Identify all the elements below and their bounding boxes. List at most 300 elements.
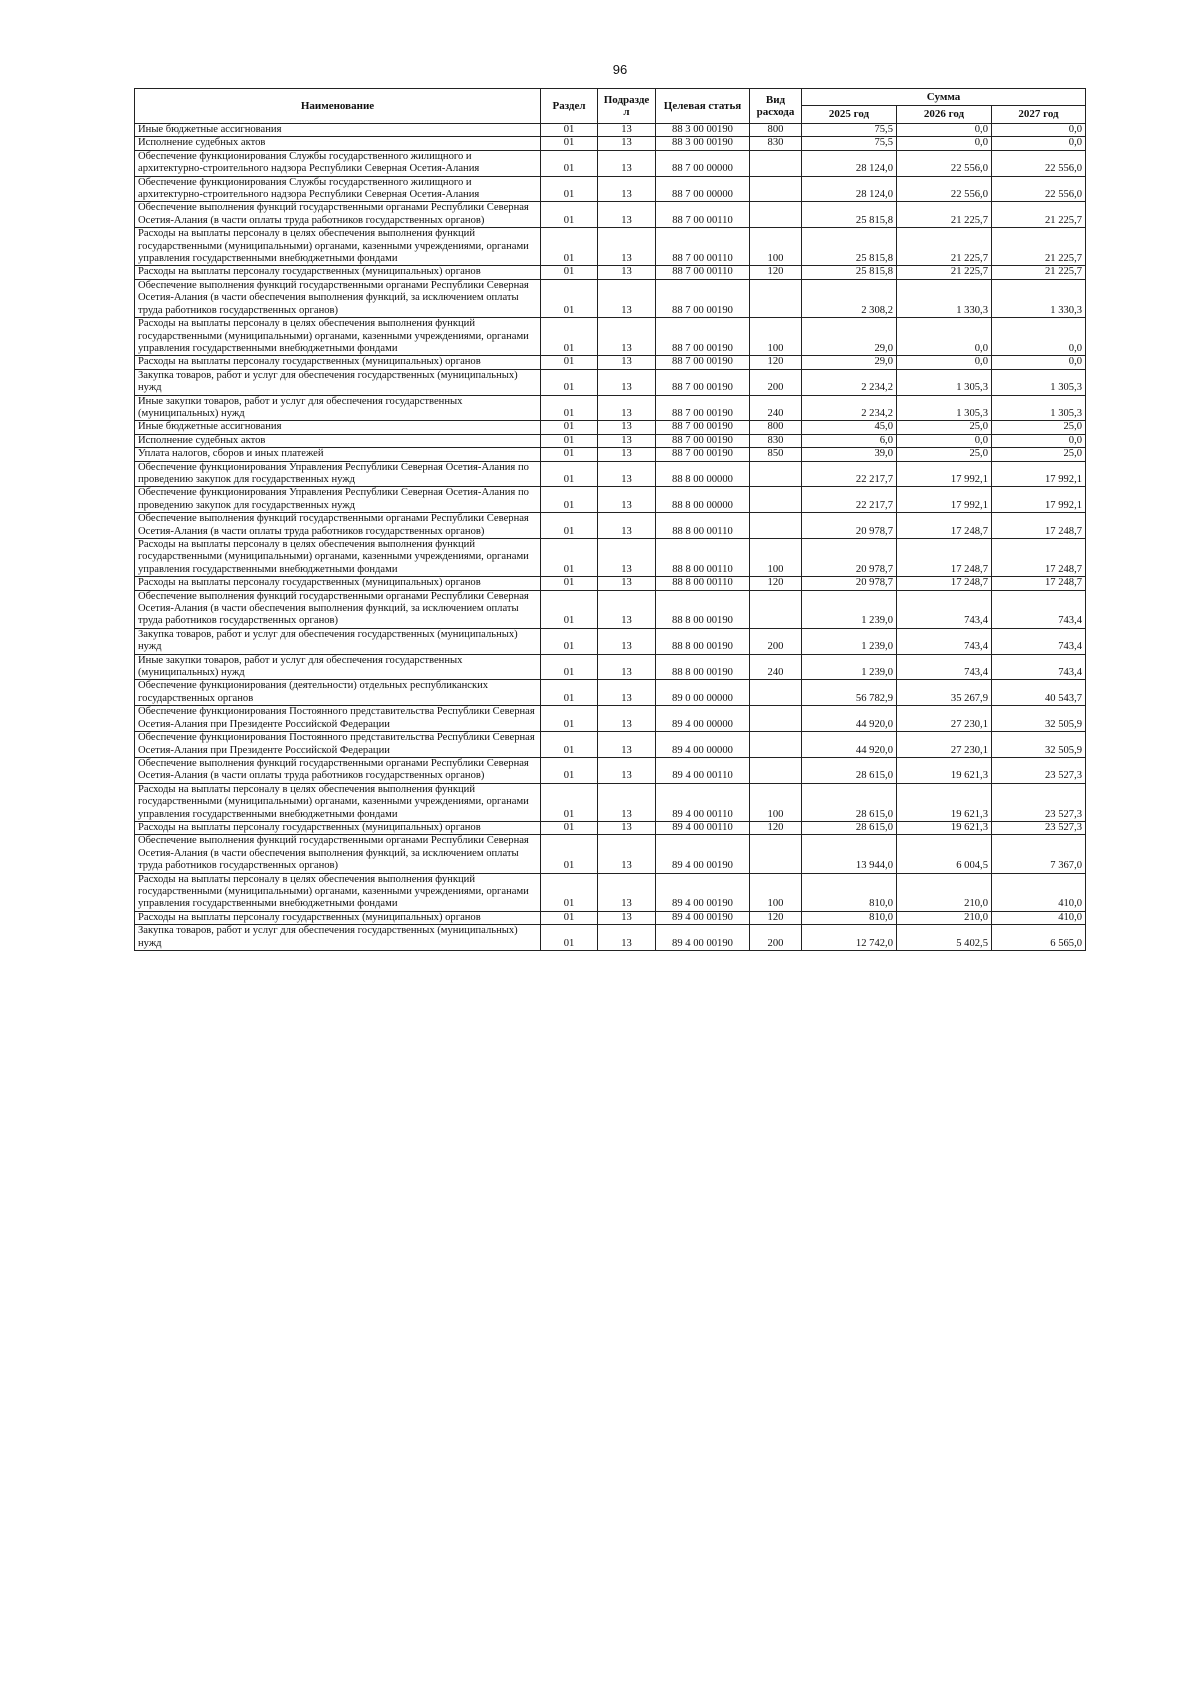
- cell-expense-kind: 120: [750, 821, 802, 834]
- cell-sum-2027: 17 248,7: [992, 539, 1086, 577]
- cell-name: Расходы на выплаты персоналу государственных (муниципальных) органов: [135, 577, 541, 590]
- cell-subsection: 13: [598, 487, 656, 513]
- cell-sum-2025: 20 978,7: [802, 513, 897, 539]
- cell-sum-2027: 23 527,3: [992, 783, 1086, 821]
- cell-sum-2026: 17 248,7: [897, 513, 992, 539]
- cell-target-article: 88 7 00 00190: [656, 448, 750, 461]
- cell-sum-2027: 17 248,7: [992, 513, 1086, 539]
- cell-sum-2026: 21 225,7: [897, 228, 992, 266]
- cell-expense-kind: 120: [750, 577, 802, 590]
- table-row: [135, 202, 1086, 228]
- cell-sum-2027: 1 305,3: [992, 369, 1086, 395]
- table-row: [135, 706, 1086, 732]
- cell-sum-2026: 0,0: [897, 356, 992, 369]
- cell-expense-kind: 800: [750, 124, 802, 137]
- cell-sum-2025: 6,0: [802, 434, 897, 447]
- cell-subsection: 13: [598, 821, 656, 834]
- cell-expense-kind: [750, 513, 802, 539]
- cell-subsection: 13: [598, 539, 656, 577]
- cell-subsection: 13: [598, 448, 656, 461]
- cell-section: 01: [541, 628, 598, 654]
- header-section: Раздел: [541, 89, 598, 124]
- cell-sum-2026: 743,4: [897, 590, 992, 628]
- cell-sum-2027: 17 248,7: [992, 577, 1086, 590]
- table-row: [135, 590, 1086, 628]
- cell-name: Обеспечение функционирования Службы государственного жилищного и архитектурно-строительного надзора Республики Северная Осетия-Алания: [135, 176, 541, 202]
- cell-subsection: 13: [598, 873, 656, 911]
- cell-sum-2026: 1 305,3: [897, 395, 992, 421]
- cell-name: Иные бюджетные ассигнования: [135, 421, 541, 434]
- cell-name: Расходы на выплаты персоналу в целях обеспечения выполнения функций государственными (муниципальными) органами, казенными учреждениями, органами управления государственными внебюджетными фондами: [135, 873, 541, 911]
- cell-sum-2025: 22 217,7: [802, 487, 897, 513]
- cell-subsection: 13: [598, 925, 656, 951]
- cell-target-article: 88 3 00 00190: [656, 124, 750, 137]
- cell-target-article: 88 7 00 00190: [656, 369, 750, 395]
- cell-sum-2027: 21 225,7: [992, 228, 1086, 266]
- table-row: [135, 150, 1086, 176]
- cell-section: 01: [541, 590, 598, 628]
- table-row: [135, 925, 1086, 951]
- cell-section: 01: [541, 137, 598, 150]
- cell-target-article: 88 3 00 00190: [656, 137, 750, 150]
- cell-section: 01: [541, 680, 598, 706]
- cell-name: Обеспечение выполнения функций государственными органами Республики Северная Осетия-Алания (в части оплаты труда работников государственных органов): [135, 513, 541, 539]
- cell-name: Иные бюджетные ассигнования: [135, 124, 541, 137]
- cell-expense-kind: [750, 706, 802, 732]
- cell-expense-kind: 240: [750, 654, 802, 680]
- cell-target-article: 88 7 00 00110: [656, 228, 750, 266]
- cell-subsection: 13: [598, 577, 656, 590]
- cell-expense-kind: 120: [750, 266, 802, 279]
- cell-sum-2026: 17 248,7: [897, 577, 992, 590]
- cell-expense-kind: [750, 176, 802, 202]
- cell-sum-2025: 75,5: [802, 124, 897, 137]
- table-row: [135, 873, 1086, 911]
- cell-section: 01: [541, 539, 598, 577]
- cell-sum-2027: 1 305,3: [992, 395, 1086, 421]
- cell-sum-2025: 2 308,2: [802, 279, 897, 317]
- cell-subsection: 13: [598, 732, 656, 758]
- table-row: [135, 176, 1086, 202]
- cell-section: 01: [541, 513, 598, 539]
- cell-target-article: 88 8 00 00000: [656, 487, 750, 513]
- cell-target-article: 89 4 00 00110: [656, 821, 750, 834]
- cell-sum-2027: 17 992,1: [992, 461, 1086, 487]
- cell-sum-2025: 29,0: [802, 318, 897, 356]
- cell-sum-2025: 39,0: [802, 448, 897, 461]
- table-row: [135, 654, 1086, 680]
- cell-sum-2025: 28 124,0: [802, 150, 897, 176]
- cell-subsection: 13: [598, 911, 656, 924]
- cell-name: Обеспечение функционирования Управления Республики Северная Осетия-Алания по проведению закупок для государственных нужд: [135, 487, 541, 513]
- cell-section: 01: [541, 369, 598, 395]
- cell-section: 01: [541, 176, 598, 202]
- cell-expense-kind: [750, 279, 802, 317]
- cell-section: 01: [541, 757, 598, 783]
- cell-section: 01: [541, 487, 598, 513]
- cell-sum-2025: 25 815,8: [802, 202, 897, 228]
- cell-subsection: 13: [598, 176, 656, 202]
- cell-name: Закупка товаров, работ и услуг для обеспечения государственных (муниципальных) нужд: [135, 369, 541, 395]
- cell-name: Исполнение судебных актов: [135, 434, 541, 447]
- cell-sum-2027: 25,0: [992, 448, 1086, 461]
- cell-section: 01: [541, 448, 598, 461]
- cell-sum-2027: 743,4: [992, 628, 1086, 654]
- cell-name: Иные закупки товаров, работ и услуг для обеспечения государственных (муниципальных) нужд: [135, 395, 541, 421]
- cell-sum-2027: 32 505,9: [992, 706, 1086, 732]
- cell-name: Обеспечение выполнения функций государственными органами Республики Северная Осетия-Алания (в части оплаты труда работников государственных органов): [135, 757, 541, 783]
- cell-sum-2026: 22 556,0: [897, 176, 992, 202]
- cell-sum-2027: 22 556,0: [992, 176, 1086, 202]
- table-row: [135, 266, 1086, 279]
- table-row: [135, 124, 1086, 137]
- cell-expense-kind: 100: [750, 873, 802, 911]
- cell-sum-2027: 40 543,7: [992, 680, 1086, 706]
- cell-target-article: 88 7 00 00190: [656, 421, 750, 434]
- cell-subsection: 13: [598, 434, 656, 447]
- cell-subsection: 13: [598, 356, 656, 369]
- table-row: [135, 487, 1086, 513]
- cell-name: Расходы на выплаты персоналу в целях обеспечения выполнения функций государственными (муниципальными) органами, казенными учреждениями, органами управления государственными внебюджетными фондами: [135, 318, 541, 356]
- cell-expense-kind: 120: [750, 356, 802, 369]
- cell-expense-kind: [750, 757, 802, 783]
- cell-sum-2026: 19 621,3: [897, 757, 992, 783]
- cell-name: Обеспечение функционирования (деятельности) отдельных республиканских государственных органов: [135, 680, 541, 706]
- cell-subsection: 13: [598, 202, 656, 228]
- table-row: [135, 911, 1086, 924]
- cell-section: 01: [541, 421, 598, 434]
- cell-target-article: 88 7 00 00110: [656, 266, 750, 279]
- cell-target-article: 89 0 00 00000: [656, 680, 750, 706]
- cell-sum-2025: 20 978,7: [802, 577, 897, 590]
- cell-section: 01: [541, 356, 598, 369]
- cell-section: 01: [541, 873, 598, 911]
- cell-sum-2027: 23 527,3: [992, 821, 1086, 834]
- cell-sum-2027: 17 992,1: [992, 487, 1086, 513]
- cell-name: Обеспечение функционирования Службы государственного жилищного и архитектурно-строительного надзора Республики Северная Осетия-Алания: [135, 150, 541, 176]
- cell-section: 01: [541, 228, 598, 266]
- cell-name: Иные закупки товаров, работ и услуг для обеспечения государственных (муниципальных) нужд: [135, 654, 541, 680]
- table-row: [135, 461, 1086, 487]
- cell-expense-kind: [750, 590, 802, 628]
- cell-section: 01: [541, 654, 598, 680]
- cell-sum-2027: 0,0: [992, 137, 1086, 150]
- cell-name: Обеспечение выполнения функций государственными органами Республики Северная Осетия-Алания (в части обеспечения выполнения функций, за исключением оплаты труда работников государственных органов): [135, 835, 541, 873]
- cell-sum-2025: 28 615,0: [802, 783, 897, 821]
- table-body: [135, 124, 1086, 951]
- cell-sum-2025: 25 815,8: [802, 266, 897, 279]
- cell-expense-kind: 100: [750, 228, 802, 266]
- cell-sum-2026: 0,0: [897, 434, 992, 447]
- cell-sum-2026: 27 230,1: [897, 732, 992, 758]
- cell-section: 01: [541, 434, 598, 447]
- cell-sum-2025: 2 234,2: [802, 369, 897, 395]
- cell-sum-2027: 0,0: [992, 318, 1086, 356]
- cell-section: 01: [541, 783, 598, 821]
- cell-name: Обеспечение выполнения функций государственными органами Республики Северная Осетия-Алания (в части оплаты труда работников государственных органов): [135, 202, 541, 228]
- cell-sum-2026: 210,0: [897, 911, 992, 924]
- cell-sum-2027: 0,0: [992, 434, 1086, 447]
- cell-target-article: 88 7 00 00190: [656, 318, 750, 356]
- cell-name: Закупка товаров, работ и услуг для обеспечения государственных (муниципальных) нужд: [135, 925, 541, 951]
- cell-target-article: 88 7 00 00190: [656, 279, 750, 317]
- cell-sum-2026: 19 621,3: [897, 821, 992, 834]
- cell-target-article: 88 8 00 00110: [656, 577, 750, 590]
- cell-target-article: 88 7 00 00000: [656, 176, 750, 202]
- cell-sum-2026: 25,0: [897, 448, 992, 461]
- cell-sum-2025: 810,0: [802, 873, 897, 911]
- cell-sum-2027: 6 565,0: [992, 925, 1086, 951]
- table-row: [135, 732, 1086, 758]
- cell-subsection: 13: [598, 461, 656, 487]
- cell-target-article: 89 4 00 00190: [656, 835, 750, 873]
- cell-subsection: 13: [598, 279, 656, 317]
- cell-subsection: 13: [598, 318, 656, 356]
- cell-sum-2026: 17 992,1: [897, 461, 992, 487]
- cell-section: 01: [541, 202, 598, 228]
- cell-section: 01: [541, 925, 598, 951]
- cell-expense-kind: 850: [750, 448, 802, 461]
- page-number: 96: [612, 62, 628, 77]
- cell-section: 01: [541, 821, 598, 834]
- table-row: [135, 137, 1086, 150]
- cell-target-article: 89 4 00 00110: [656, 783, 750, 821]
- cell-name: Расходы на выплаты персоналу государственных (муниципальных) органов: [135, 266, 541, 279]
- cell-sum-2025: 25 815,8: [802, 228, 897, 266]
- cell-sum-2025: 810,0: [802, 911, 897, 924]
- cell-sum-2026: 0,0: [897, 318, 992, 356]
- cell-target-article: 88 8 00 00190: [656, 654, 750, 680]
- cell-expense-kind: [750, 202, 802, 228]
- cell-expense-kind: [750, 461, 802, 487]
- table-row: [135, 821, 1086, 834]
- cell-sum-2026: 5 402,5: [897, 925, 992, 951]
- cell-sum-2025: 56 782,9: [802, 680, 897, 706]
- cell-name: Обеспечение функционирования Управления Республики Северная Осетия-Алания по проведению закупок для государственных нужд: [135, 461, 541, 487]
- cell-subsection: 13: [598, 369, 656, 395]
- cell-subsection: 13: [598, 654, 656, 680]
- cell-target-article: 88 8 00 00110: [656, 513, 750, 539]
- cell-sum-2025: 13 944,0: [802, 835, 897, 873]
- budget-table: [134, 88, 1086, 951]
- table-row: [135, 757, 1086, 783]
- table-row: [135, 448, 1086, 461]
- cell-subsection: 13: [598, 513, 656, 539]
- cell-sum-2026: 22 556,0: [897, 150, 992, 176]
- cell-sum-2025: 29,0: [802, 356, 897, 369]
- cell-target-article: 88 8 00 00190: [656, 590, 750, 628]
- table-row: [135, 628, 1086, 654]
- cell-sum-2027: 32 505,9: [992, 732, 1086, 758]
- cell-name: Обеспечение выполнения функций государственными органами Республики Северная Осетия-Алания (в части обеспечения выполнения функций, за исключением оплаты труда работников государственных органов): [135, 279, 541, 317]
- cell-sum-2025: 2 234,2: [802, 395, 897, 421]
- cell-sum-2026: 210,0: [897, 873, 992, 911]
- table-row: [135, 279, 1086, 317]
- cell-expense-kind: [750, 732, 802, 758]
- cell-section: 01: [541, 266, 598, 279]
- table-row: [135, 680, 1086, 706]
- cell-expense-kind: [750, 487, 802, 513]
- cell-sum-2026: 25,0: [897, 421, 992, 434]
- cell-sum-2025: 20 978,7: [802, 539, 897, 577]
- cell-subsection: 13: [598, 757, 656, 783]
- cell-sum-2027: 410,0: [992, 911, 1086, 924]
- cell-section: 01: [541, 318, 598, 356]
- cell-subsection: 13: [598, 783, 656, 821]
- cell-sum-2026: 0,0: [897, 124, 992, 137]
- cell-target-article: 88 7 00 00190: [656, 395, 750, 421]
- cell-sum-2025: 44 920,0: [802, 706, 897, 732]
- cell-expense-kind: [750, 150, 802, 176]
- table-row: [135, 539, 1086, 577]
- cell-expense-kind: 240: [750, 395, 802, 421]
- table-row: [135, 395, 1086, 421]
- cell-subsection: 13: [598, 706, 656, 732]
- cell-expense-kind: 830: [750, 434, 802, 447]
- cell-sum-2026: 743,4: [897, 628, 992, 654]
- cell-name: Расходы на выплаты персоналу в целях обеспечения выполнения функций государственными (муниципальными) органами, казенными учреждениями, органами управления государственными внебюджетными фондами: [135, 783, 541, 821]
- cell-subsection: 13: [598, 150, 656, 176]
- cell-section: 01: [541, 577, 598, 590]
- cell-expense-kind: 120: [750, 911, 802, 924]
- cell-sum-2027: 410,0: [992, 873, 1086, 911]
- table-row: [135, 369, 1086, 395]
- cell-expense-kind: [750, 680, 802, 706]
- cell-section: 01: [541, 395, 598, 421]
- cell-subsection: 13: [598, 124, 656, 137]
- cell-subsection: 13: [598, 680, 656, 706]
- cell-target-article: 89 4 00 00190: [656, 873, 750, 911]
- cell-sum-2025: 12 742,0: [802, 925, 897, 951]
- cell-target-article: 88 7 00 00110: [656, 202, 750, 228]
- table-row: [135, 835, 1086, 873]
- header-expense-kind: Вид расхода: [750, 89, 802, 124]
- cell-subsection: 13: [598, 395, 656, 421]
- cell-sum-2027: 21 225,7: [992, 202, 1086, 228]
- cell-subsection: 13: [598, 421, 656, 434]
- cell-section: 01: [541, 150, 598, 176]
- cell-name: Исполнение судебных актов: [135, 137, 541, 150]
- header-year-2027: 2027 год: [992, 106, 1086, 124]
- cell-sum-2026: 743,4: [897, 654, 992, 680]
- cell-sum-2026: 6 004,5: [897, 835, 992, 873]
- cell-subsection: 13: [598, 590, 656, 628]
- header-subsection: Подразде л: [598, 89, 656, 124]
- header-year-2026: 2026 год: [897, 106, 992, 124]
- cell-target-article: 89 4 00 00110: [656, 757, 750, 783]
- cell-expense-kind: 200: [750, 925, 802, 951]
- cell-target-article: 88 7 00 00190: [656, 434, 750, 447]
- cell-subsection: 13: [598, 228, 656, 266]
- header-year-2025: 2025 год: [802, 106, 897, 124]
- cell-sum-2025: 75,5: [802, 137, 897, 150]
- cell-sum-2026: 17 992,1: [897, 487, 992, 513]
- cell-target-article: 88 7 00 00190: [656, 356, 750, 369]
- cell-sum-2025: 28 615,0: [802, 757, 897, 783]
- header-sum: Сумма: [802, 89, 1086, 106]
- cell-sum-2026: 1 330,3: [897, 279, 992, 317]
- cell-sum-2025: 28 124,0: [802, 176, 897, 202]
- cell-sum-2026: 0,0: [897, 137, 992, 150]
- cell-sum-2027: 743,4: [992, 590, 1086, 628]
- cell-sum-2027: 743,4: [992, 654, 1086, 680]
- cell-sum-2025: 1 239,0: [802, 654, 897, 680]
- cell-sum-2026: 19 621,3: [897, 783, 992, 821]
- cell-sum-2025: 44 920,0: [802, 732, 897, 758]
- cell-sum-2027: 21 225,7: [992, 266, 1086, 279]
- cell-sum-2025: 22 217,7: [802, 461, 897, 487]
- cell-expense-kind: 100: [750, 783, 802, 821]
- cell-target-article: 89 4 00 00190: [656, 925, 750, 951]
- cell-expense-kind: 100: [750, 539, 802, 577]
- cell-expense-kind: 100: [750, 318, 802, 356]
- cell-sum-2027: 0,0: [992, 356, 1086, 369]
- cell-sum-2025: 1 239,0: [802, 628, 897, 654]
- cell-name: Закупка товаров, работ и услуг для обеспечения государственных (муниципальных) нужд: [135, 628, 541, 654]
- cell-subsection: 13: [598, 266, 656, 279]
- cell-sum-2027: 1 330,3: [992, 279, 1086, 317]
- cell-expense-kind: 800: [750, 421, 802, 434]
- cell-subsection: 13: [598, 137, 656, 150]
- header-target-article: Целевая статья: [656, 89, 750, 124]
- cell-sum-2027: 0,0: [992, 124, 1086, 137]
- table-row: [135, 356, 1086, 369]
- cell-subsection: 13: [598, 835, 656, 873]
- cell-name: Уплата налогов, сборов и иных платежей: [135, 448, 541, 461]
- cell-sum-2027: 25,0: [992, 421, 1086, 434]
- cell-sum-2027: 23 527,3: [992, 757, 1086, 783]
- header-name: Наименование: [135, 89, 541, 124]
- cell-sum-2025: 28 615,0: [802, 821, 897, 834]
- cell-target-article: 88 7 00 00000: [656, 150, 750, 176]
- cell-sum-2026: 1 305,3: [897, 369, 992, 395]
- cell-target-article: 88 8 00 00110: [656, 539, 750, 577]
- cell-target-article: 88 8 00 00000: [656, 461, 750, 487]
- cell-name: Расходы на выплаты персоналу в целях обеспечения выполнения функций государственными (муниципальными) органами, казенными учреждениями, органами управления государственными внебюджетными фондами: [135, 228, 541, 266]
- cell-section: 01: [541, 279, 598, 317]
- cell-sum-2027: 22 556,0: [992, 150, 1086, 176]
- cell-target-article: 88 8 00 00190: [656, 628, 750, 654]
- cell-section: 01: [541, 911, 598, 924]
- cell-section: 01: [541, 706, 598, 732]
- cell-sum-2026: 27 230,1: [897, 706, 992, 732]
- cell-sum-2025: 1 239,0: [802, 590, 897, 628]
- cell-section: 01: [541, 835, 598, 873]
- cell-name: Обеспечение функционирования Постоянного представительства Республики Северная Осетия-Алания при Президенте Российской Федерации: [135, 706, 541, 732]
- cell-section: 01: [541, 461, 598, 487]
- cell-expense-kind: 200: [750, 628, 802, 654]
- cell-name: Обеспечение функционирования Постоянного представительства Республики Северная Осетия-Алания при Президенте Российской Федерации: [135, 732, 541, 758]
- cell-target-article: 89 4 00 00000: [656, 732, 750, 758]
- cell-name: Расходы на выплаты персоналу государственных (муниципальных) органов: [135, 821, 541, 834]
- cell-expense-kind: 200: [750, 369, 802, 395]
- cell-section: 01: [541, 732, 598, 758]
- cell-sum-2026: 35 267,9: [897, 680, 992, 706]
- cell-name: Расходы на выплаты персоналу в целях обеспечения выполнения функций государственными (муниципальными) органами, казенными учреждениями, органами управления государственными внебюджетными фондами: [135, 539, 541, 577]
- cell-sum-2027: 7 367,0: [992, 835, 1086, 873]
- cell-target-article: 89 4 00 00190: [656, 911, 750, 924]
- cell-name: Обеспечение выполнения функций государственными органами Республики Северная Осетия-Алания (в части обеспечения выполнения функций, за исключением оплаты труда работников государственных органов): [135, 590, 541, 628]
- cell-subsection: 13: [598, 628, 656, 654]
- cell-sum-2026: 21 225,7: [897, 202, 992, 228]
- cell-sum-2025: 45,0: [802, 421, 897, 434]
- cell-target-article: 89 4 00 00000: [656, 706, 750, 732]
- cell-name: Расходы на выплаты персоналу государственных (муниципальных) органов: [135, 356, 541, 369]
- table-row: [135, 783, 1086, 821]
- table-row: [135, 318, 1086, 356]
- cell-expense-kind: 830: [750, 137, 802, 150]
- table-row: [135, 228, 1086, 266]
